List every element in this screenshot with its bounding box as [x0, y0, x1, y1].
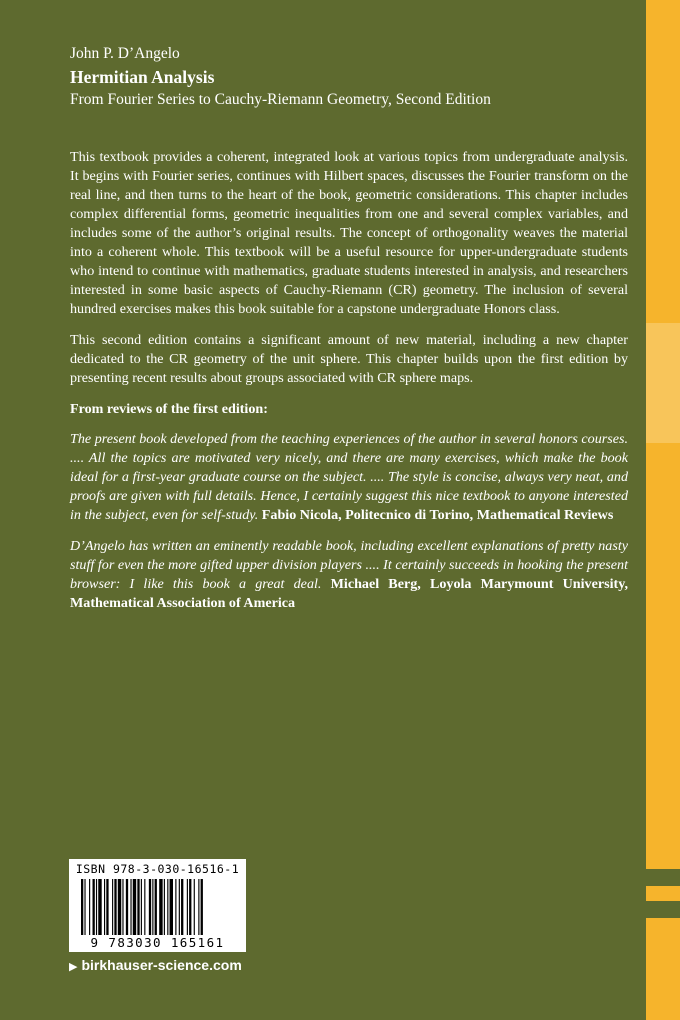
barcode-bar: [137, 879, 139, 935]
barcode-bar: [122, 879, 123, 935]
book-title: Hermitian Analysis: [70, 67, 215, 87]
barcode-bar: [133, 879, 136, 935]
barcode-bar: [149, 879, 151, 935]
barcode-bar: [167, 879, 168, 935]
barcode-bar: [112, 879, 113, 935]
review-1: [70, 430, 628, 525]
barcode-bar: [118, 879, 121, 935]
book-header: [70, 44, 630, 110]
publisher-url-text: birkhauser-science.com: [81, 957, 242, 973]
publisher-url[interactable]: [69, 957, 242, 973]
barcode-bar: [130, 879, 131, 935]
barcode-bar: [159, 879, 162, 935]
barcode-bar: [152, 879, 153, 935]
back-cover-text: [70, 148, 628, 625]
barcode-box: [69, 859, 246, 952]
barcode-bar: [96, 879, 97, 935]
review-1-source: Fabio Nicola, Politecnico di Torino, Mathematical Reviews: [261, 507, 614, 523]
review-2-quote: D’Angelo has written an eminently readable book, including excellent explanations of pretty nasty stuff for even the more gifted upper division players .... It certainly succeeds in hooking the present browser: I like this book a great deal.: [70, 538, 628, 592]
barcode-digits: 9 783030 165161: [90, 935, 225, 950]
barcode-bar: [114, 879, 116, 935]
reviews-heading: From reviews of the first edition:: [70, 401, 268, 417]
barcode-bar: [170, 879, 173, 935]
barcode-icon: [81, 879, 234, 935]
barcode-bar: [198, 879, 199, 935]
isbn-label: ISBN 978-3-030-16516-1: [75, 862, 240, 876]
barcode-bar: [81, 879, 83, 935]
barcode-bar: [201, 879, 203, 935]
barcode-bar: [189, 879, 191, 935]
barcode-bar: [141, 879, 142, 935]
barcode-bar: [93, 879, 95, 935]
barcode-bar: [194, 879, 195, 935]
barcode-bar: [106, 879, 108, 935]
review-2: [70, 537, 628, 613]
book-subtitle: From Fourier Series to Cauchy-Riemann Geometry, Second Edition: [70, 91, 491, 108]
barcode-bar: [155, 879, 157, 935]
author-name: John P. D’Angelo: [70, 45, 180, 62]
review-1-quote: The present book developed from the teaching experiences of the author in several honors courses. .... All the topics are motivated very nicely, and there are many exercises, which make the book ideal for a first-year graduate course on the subject. .... The style is concise, always very neat, and proofs are given with full details. Hence, I certainly suggest this nice textbook to anyone interested in the subject, even for self-study.: [70, 431, 628, 523]
spine-stripe: [646, 0, 680, 1020]
description-paragraph-2: This second edition contains a significant amount of new material, including a new chapter dedicated to the CR geometry of the unit sphere. This chapter builds upon the first edition by presenting recent results about groups associated with CR sphere maps.: [70, 332, 628, 386]
barcode-bar: [84, 879, 85, 935]
arrow-right-icon: ▶: [69, 961, 78, 973]
spine-marker-1: [646, 869, 680, 886]
spine-accent-block: [646, 323, 680, 443]
barcode-bar: [89, 879, 90, 935]
description-paragraph-1: This textbook provides a coherent, integrated look at various topics from undergraduate analysis. It begins with Fourier series, continues with Hilbert spaces, discusses the Fourier transform on the real line, and then turns to the heart of the book, geometric considerations. This chapter includes complex differential forms, geometric inequalities from one and several complex variables, and includes some of the author’s original results. The concept of orthogonality weaves the material into a coherent whole. This textbook will be a useful resource for upper-undergraduate students who intend to continue with mathematics, graduate students interested in analysis, and researchers interested in some basic aspects of Cauchy-Riemann (CR) geometry. The inclusion of several hundred exercises makes this book suitable for a capstone undergraduate Honors class.: [70, 149, 628, 317]
barcode-bar: [98, 879, 101, 935]
barcode-bar: [187, 879, 188, 935]
barcode-bar: [181, 879, 183, 935]
barcode-bar: [126, 879, 128, 935]
barcode-bar: [179, 879, 180, 935]
barcode-bar: [104, 879, 105, 935]
barcode-bar: [175, 879, 176, 935]
barcode-bar: [144, 879, 145, 935]
spine-marker-2: [646, 901, 680, 918]
barcode-bar: [164, 879, 165, 935]
review-2-source: Michael Berg, Loyola Marymount University, Mathematical Association of America: [70, 576, 628, 611]
